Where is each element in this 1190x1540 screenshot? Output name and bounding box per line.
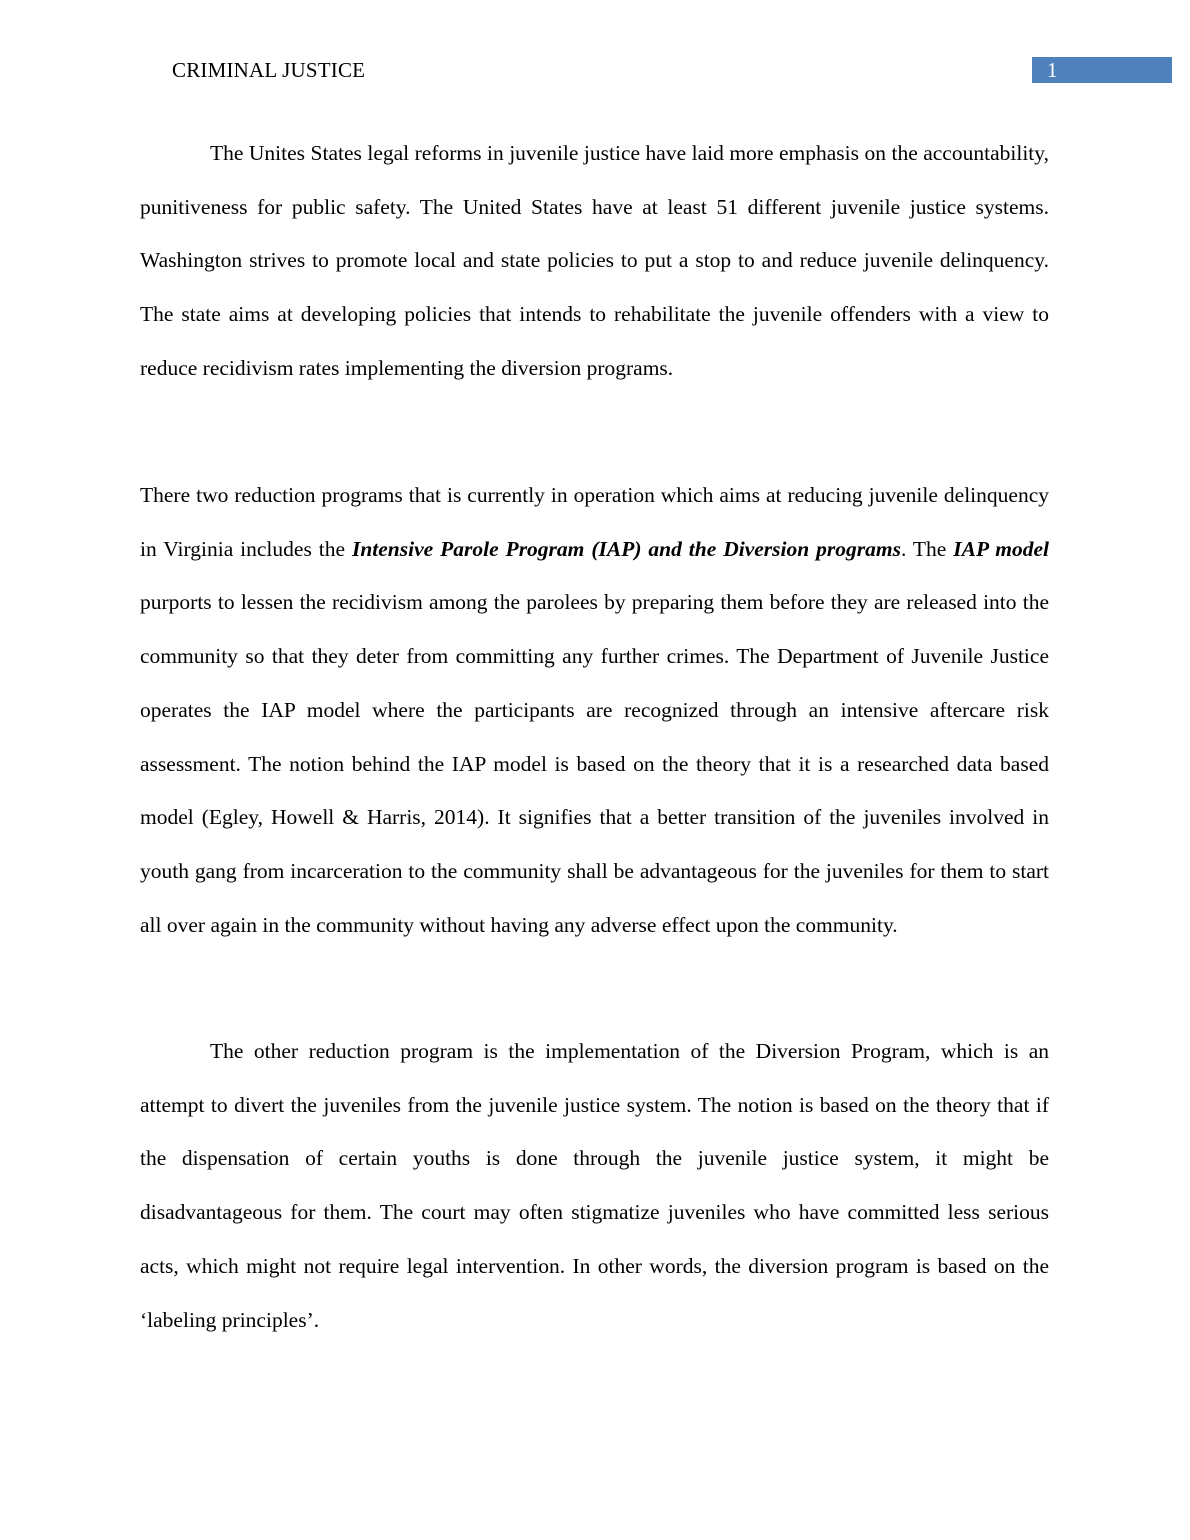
paragraph-3: The other reduction program is the implementation of the Diversion Program, which is an attempt to divert the juveniles from the juvenile justice system. The notion is based on the theory that if the dispensation of certain youths is done through the juvenile justice system, it might be disadvantageous for them. The court may often stigmatize juveniles who have committed less serious acts, which might not require legal intervention. In other words, the diversion program is based on the ‘labeling principles’. xyxy=(140,1039,1049,1332)
paragraph-2-text-a: There two reduction programs that is currently in operation which aims at reducing juvenile delinquency in Virginia includes the xyxy=(140,483,1049,561)
paragraph-2-text-c: purports to lessen the recidivism among the parolees by preparing them before they are released into the community so that they deter from committing any further crimes. The Department of Juvenile Justice operates the IAP model where the participants are recognized through an intensive aftercare risk assessment. The notion behind the IAP model is based on the theory that it is a researched data based model (Egley, Howell & Harris, 2014). It signifies that a better transition of the juveniles involved in youth gang from incarceration to the community shall be advantageous for the juveniles for them to start all over again in the community without having any adverse effect upon the community. xyxy=(140,590,1049,937)
page-number-box xyxy=(1032,57,1172,83)
paragraph-1: The Unites States legal reforms in juvenile justice have laid more emphasis on the accountability, punitiveness for public safety. The United States have at least 51 different juvenile justice systems. Washington strives to promote local and state policies to put a stop to and reduce juvenile delinquency. The state aims at developing policies that intends to rehabilitate the juvenile offenders with a view to reduce recidivism rates implementing the diversion programs. xyxy=(140,141,1049,380)
running-head: CRIMINAL JUSTICE xyxy=(172,58,366,82)
page-number: 1 xyxy=(1047,58,1058,82)
paragraph-2 xyxy=(140,469,1049,952)
iap-model-emphasis: IAP model xyxy=(953,536,1049,561)
program-names-emphasis: Intensive Parole Program (IAP) and the Diversion programs xyxy=(351,536,901,561)
paragraph-2-text-b: . The xyxy=(900,536,954,561)
